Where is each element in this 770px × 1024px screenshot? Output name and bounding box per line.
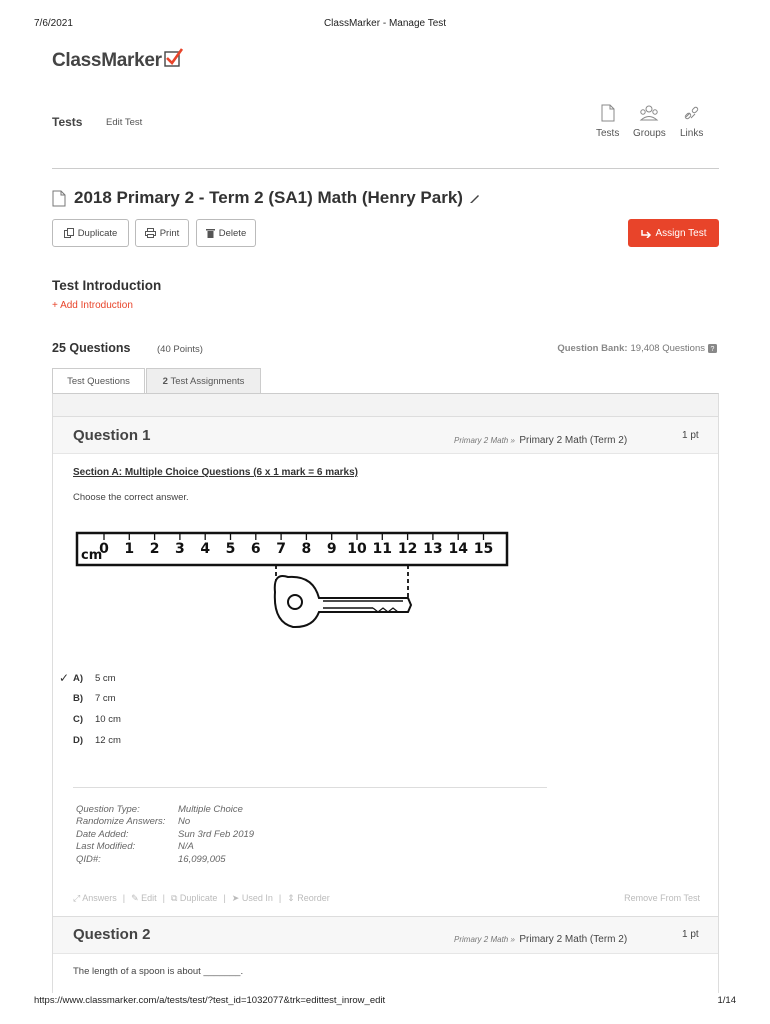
tab-label: Test Assignments <box>170 376 245 387</box>
copy-icon <box>64 228 74 238</box>
ruler-key-illustration <box>73 512 513 642</box>
links-icon <box>683 104 701 122</box>
tab-label: Test Questions <box>67 376 130 387</box>
answer-text: 12 cm <box>95 735 121 746</box>
ruler-label: 10 <box>347 541 367 557</box>
ruler-label: 8 <box>301 541 312 557</box>
ruler-label: 6 <box>250 541 261 557</box>
printer-icon <box>145 228 156 238</box>
divider <box>52 168 719 169</box>
share-arrow-icon <box>641 229 652 238</box>
ruler-label: 14 <box>448 541 468 557</box>
document-icon <box>52 190 66 207</box>
svg-text:?: ? <box>710 346 715 353</box>
ruler-label: 9 <box>326 541 337 557</box>
meta-key: QID#: <box>76 853 101 865</box>
action-label: Reorder <box>297 893 330 903</box>
answer-letter: C) <box>73 714 84 725</box>
logo-checkbox-icon <box>164 48 184 74</box>
answer-text: 7 cm <box>95 693 116 704</box>
nav-tests[interactable]: Tests <box>52 115 83 129</box>
groups-icon <box>639 104 659 122</box>
reorder-action[interactable]: ⇕ Reorder <box>287 893 330 903</box>
test-title-row <box>52 188 481 208</box>
question-meta <box>76 804 254 866</box>
ruler-label: 3 <box>175 541 185 557</box>
assign-label: Assign Test <box>655 227 707 239</box>
edit-action[interactable]: ✎ Edit <box>131 893 157 903</box>
question-bank-value: 19,408 Questions <box>630 343 705 354</box>
ruler-label: 0 <box>99 541 109 557</box>
print-url: https://www.classmarker.com/a/tests/test/?test_id=1032077&trk=edittest_inrow_edit <box>34 995 386 1006</box>
meta-key: Last Modified: <box>76 841 136 853</box>
nav-edit-test[interactable]: Edit Test <box>106 117 143 128</box>
nav-groups-link[interactable] <box>633 104 666 139</box>
ruler-label: 5 <box>225 541 236 557</box>
meta-value: N/A <box>178 841 194 853</box>
classmarker-logo[interactable] <box>52 48 184 74</box>
logo-text: ClassMarker <box>52 50 162 71</box>
action-label: Used In <box>241 893 273 903</box>
meta-key: Date Added: <box>76 828 129 840</box>
ruler-label: 1 <box>124 541 135 557</box>
nav-links-link[interactable] <box>680 104 703 139</box>
ruler-label: 11 <box>372 541 393 557</box>
ruler-unit: cm <box>81 548 103 563</box>
print-label: Print <box>159 227 180 239</box>
delete-label: Delete <box>218 227 247 239</box>
answer-option[interactable] <box>59 693 116 704</box>
ruler-label: 2 <box>149 541 160 557</box>
duplicate-button[interactable] <box>52 219 129 247</box>
meta-value: Multiple Choice <box>178 804 243 815</box>
divider <box>73 787 547 788</box>
answer-text: 10 cm <box>95 714 121 725</box>
question-category <box>454 430 627 448</box>
answer-text: 5 cm <box>95 672 116 684</box>
meta-value: 16,099,005 <box>178 853 226 865</box>
question-title: Question 1 <box>73 427 151 444</box>
meta-value: No <box>178 816 191 828</box>
assign-test-button[interactable] <box>628 219 719 247</box>
document-icon <box>601 104 615 122</box>
add-introduction-link[interactable]: + Add Introduction <box>52 300 133 311</box>
action-label: Duplicate <box>179 893 218 903</box>
question-points: 1 pt <box>682 430 699 441</box>
used-in-action[interactable]: ➤ Used In <box>231 893 273 903</box>
print-button[interactable] <box>135 219 189 247</box>
nav-tests-link[interactable] <box>596 104 619 139</box>
question-text: The length of a spoon is about _______. <box>73 966 244 977</box>
action-label: Edit <box>141 893 157 903</box>
question-actions: ⤢ Answers | ✎ Edit | ⧉ Duplicate | ➤ Used In | ⇕ Reorder Remove From Test <box>73 893 700 903</box>
meta-key: Randomize Answers: <box>76 816 166 828</box>
nav-icon-label: Groups <box>633 128 666 139</box>
question-title: Question 2 <box>73 926 151 943</box>
answers-action[interactable]: ⤢ Answers <box>73 893 117 903</box>
nav-icon-label: Tests <box>596 128 620 139</box>
question-bank-label: Question Bank: <box>557 343 628 354</box>
section-heading: Section A: Multiple Choice Questions (6 x 1 mark = 6 marks) <box>73 467 358 478</box>
category-prefix: Primary 2 Math » <box>454 935 515 944</box>
print-title: ClassMarker - Manage Test <box>323 18 447 29</box>
trash-icon <box>206 228 215 238</box>
intro-heading: Test Introduction <box>52 278 162 293</box>
category-prefix: Primary 2 Math » <box>454 436 515 445</box>
delete-button[interactable] <box>196 219 256 247</box>
points-total: (40 Points) <box>157 344 203 355</box>
answer-letter: D) <box>73 735 84 746</box>
question-instruction: Choose the correct answer. <box>73 492 189 503</box>
question-bank[interactable] <box>557 343 717 354</box>
duplicate-label: Duplicate <box>77 227 118 239</box>
answer-letter: B) <box>73 693 84 704</box>
category-name: Primary 2 Math (Term 2) <box>519 934 628 945</box>
ruler-label: 4 <box>200 541 211 557</box>
action-label: Answers <box>82 893 117 903</box>
ruler-label: 12 <box>397 541 418 557</box>
meta-key: Question Type: <box>76 804 140 815</box>
answer-option[interactable] <box>59 714 121 725</box>
question-category <box>454 929 627 947</box>
tab-test-questions[interactable] <box>52 368 145 394</box>
print-page-number: 1/14 <box>717 995 736 1006</box>
category-name: Primary 2 Math (Term 2) <box>519 435 628 446</box>
tab-count: 2 <box>162 376 168 387</box>
help-icon[interactable] <box>708 344 717 353</box>
pencil-icon[interactable] <box>469 192 481 204</box>
tab-test-assignments[interactable] <box>146 368 261 394</box>
correct-check-icon: ✓ <box>59 671 70 685</box>
answer-option[interactable] <box>59 671 116 685</box>
ruler-label: 7 <box>276 541 286 557</box>
answer-option[interactable] <box>59 735 121 746</box>
answer-letter: A) <box>73 672 84 684</box>
question-count: 25 Questions <box>52 341 131 355</box>
question-points: 1 pt <box>682 929 699 940</box>
page-title: 2018 Primary 2 - Term 2 (SA1) Math (Henry Park) <box>74 188 463 207</box>
remove-from-test-link[interactable]: Remove From Test <box>624 893 700 903</box>
meta-value: Sun 3rd Feb 2019 <box>178 828 255 840</box>
ruler-label: 15 <box>473 541 494 557</box>
nav-icon-label: Links <box>680 128 704 139</box>
ruler-label: 13 <box>423 541 443 557</box>
duplicate-action[interactable]: ⧉ Duplicate <box>170 893 218 903</box>
print-date: 7/6/2021 <box>34 18 73 29</box>
